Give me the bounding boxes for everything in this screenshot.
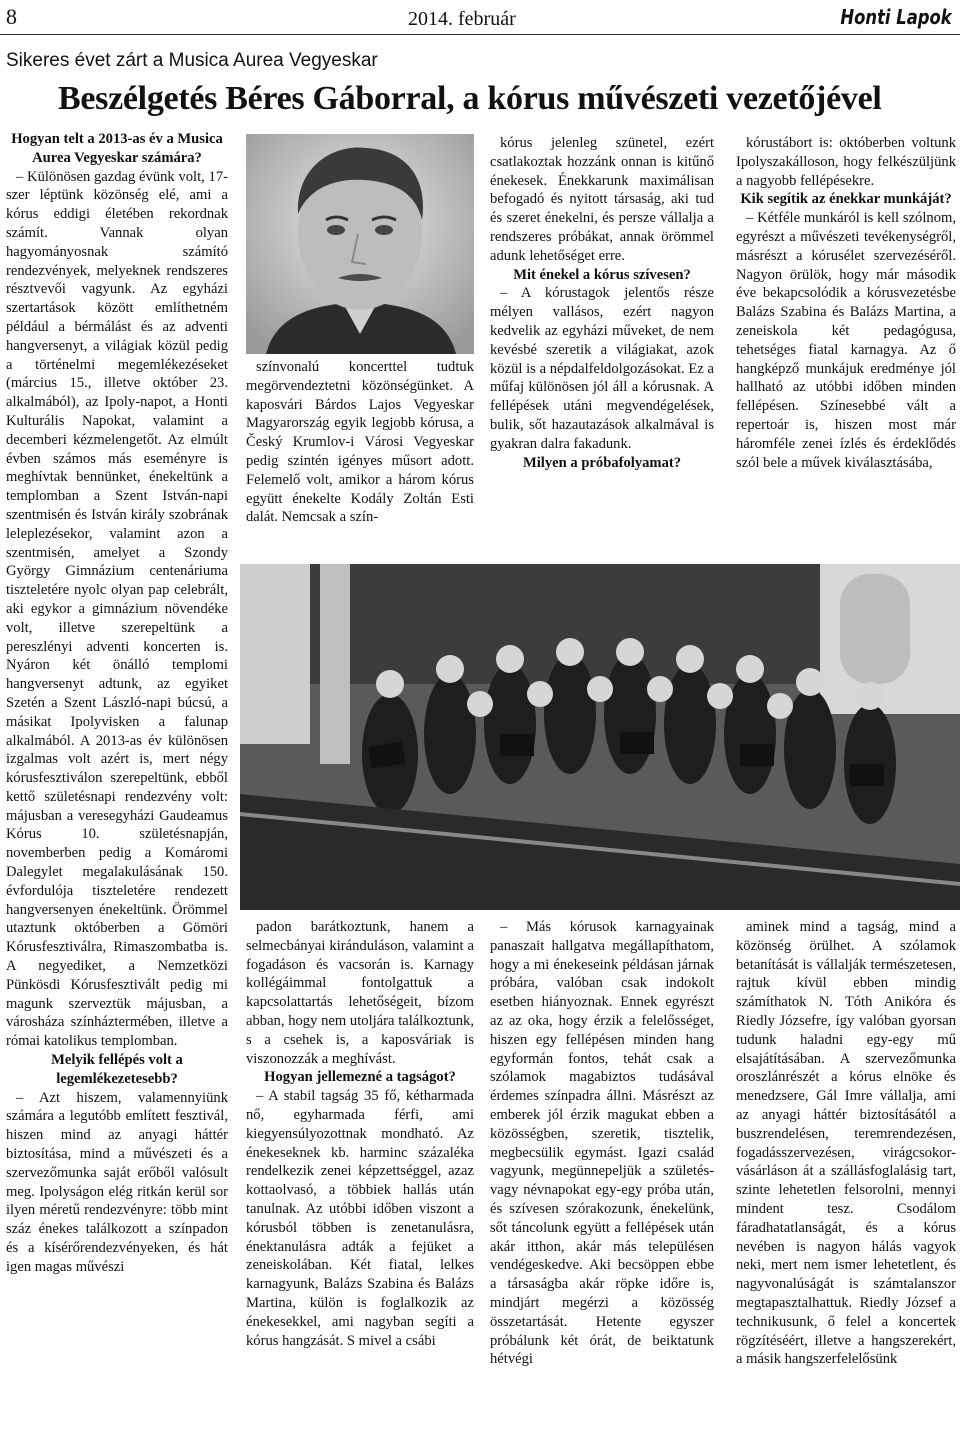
choir-image	[240, 564, 960, 910]
interview-paragraph: aminek mind a tagság, mind a közönség örülhet. A szólamok betanítását is vállalják természetesen, rajtuk kívül ebben mindig számíthatok N. Tóth Anikóra és Riedly Józsefre, így valóban gyorsan tudunk haladni egy-egy mű elsajátításában. A szervezőmunka oroszlánrészét a kórus elnöke és menedzsere, Gál Imre vállalja, ami az anyagi háttér biztosításától a buszrendelésen, teremrendezésen, fogadásszervezésen, virágcsokor-vásárláson át a szállásfoglalásig tart, szinte lehetetlen felsorolni, mennyi mindent tesz. Csodálom fáradhatatlanságát, és a kórus nevében is nagyon hálás vagyok neki, mert nem ismer lehetetlent, és nagyvonalúságát is számtalanszor megtapasztalhattuk. Riedly József a technikusunk, ő felel a koncertek rögzítéséért, illetve a hangszerekért, a másik hangszerfelelősünk	[736, 919, 956, 1368]
article-column-3-top	[490, 134, 714, 558]
issue-date: 2014. február	[408, 8, 516, 30]
article-column-1	[6, 130, 228, 1432]
article-column-2-top	[246, 358, 474, 558]
article-column-4-bottom	[736, 918, 956, 1432]
interview-paragraph: színvonalú koncerttel tudtuk megörvendeztetni közönségünket. A kaposvári Bárdos Lajos Vegyeskar Magyarország egyik legjobb kórusa, a Český Krumlov-i Városi Vegyeskar pedig szintén igényes műsort adott. Felemelő volt, amikor a három kórus együtt énekelte Kodály Zoltán Esti dalát. Nemcsak a szín-	[246, 359, 474, 526]
interview-paragraph: kórus jelenleg szünetel, ezért csatlakoztak hozzánk onnan is kitűnő énekesek. Énekkarunk maximálisan befogadó és nyitott társaság, aki tud és szeret énekelni, és persze vállalja a rendszeres próbákat, annak örömmel adunk lehetőséget erre.	[490, 135, 714, 264]
interview-question: Hogyan jellemezné a tagságot?	[264, 1069, 456, 1086]
interview-paragraph: – Azt hiszem, valamennyiünk számára a legutóbb említett fesztivál, hiszen mind az anyagi háttér biztosítása, mind a művészeti és a szervezőmunka saját erőből valósult meg. Ipolyságon elég ritkán kerül sor ilyen méretű rendezvényre: több mint száz énekes találkozott a színpadon és a kísérőrendezvényeken, és hát igen magas művészi	[6, 1089, 228, 1275]
header-rule	[0, 34, 960, 35]
article-headline: Beszélgetés Béres Gáborral, a kórus művészeti vezetőjével	[58, 80, 882, 117]
article-column-2-bottom	[246, 918, 474, 1432]
interview-paragraph: – Kétféle munkáról is kell szólnom, egyrészt a művészeti tevékenységről, másrészt a kórusélet szervezéséről. Nagyon örülök, hogy már második éve bekapcsolódik a kórusvezetésbe Balázs Szabina és Balázs Martina, a zeneiskola két pedagógusa, tehetséges fiatal karnagya. Az ő hangképző munkájuk eredménye jól hallható az utóbbi időben minden fellépésen. Színesebbé vált a repertoár is, hiszen most már háromféle zenei ízlés és érdeklődés szól bele a művek kiválasztásába,	[736, 210, 956, 471]
interview-question: Melyik fellépés volt a legemlékezetesebb?	[51, 1052, 183, 1087]
publication-name: Honti Lapok	[840, 5, 952, 29]
portrait-photo	[246, 134, 474, 354]
choir-photo	[240, 564, 960, 910]
interview-paragraph: – Különösen gazdag évünk volt, 17-szer léptünk közönség elé, ami a kórus eddigi életében rekordnak számít. Vannak olyan hagyományosnak számító rendezvények, melyeknek rendszeres résztvevői vagyunk. Az egyházi szertartások között említhetném például a bérmálást és az adventi hangversenyt, a világiak közül pedig a történelmi megemlékezéseket (március 15., illetve október 23. alkalmából), az Ipoly-napot, a Honti Kulturális Napokat, valamint a decemberi kézmelengetőt. Az elmúlt évben számos más eseményre is meghívtak bennünket, énekeltünk a templomban a Szent István-napi szentmisén és István király szobrának leleplezésekor, valamint azon a szentmisén, amelyet a Szondy György Gimnázium centenáriuma tiszteletére nyolc olyan pap celebrált, aki egykor a gimnázium növendéke volt, illetve szerepeltünk a pereszlényi adventi koncerten is. Nyáron két önálló templomi hangversenyt adtunk, az egyiket Szetén a Szent László-napi búcsú, a másikat Ipolyvisken a falunap alkalmából. A 2013-as év különösen izgalmas volt azért is, mert négy kórusfesztiválon szerepeltünk, ebből kettő születésnapi rendezvény volt: májusban a veresegyházi Gaudeamus Kórus 10. születésnapján, novemberben pedig a Komáromi Dalegylet megalakulásának 150. évfordulója tiszteletére rendezett hangversenyen énekeltünk. Örömmel utaztunk októberben a Gömöri Kórusfesztiválra, Rimaszombatba is. A negyediket, a Nemzetközi Pünkösdi Kórusfesztivált pedig mi magunk szerveztük májusban, a városháza színháztermében, illetve a római katolikus templomban.	[6, 168, 228, 1050]
interview-paragraph: padon barátkoztunk, hanem a selmecbányai kiránduláson, valamint a fogadáson és vacsorán is. Karnagy kollégáimmal fontolgattuk a kapcsolattartás lehetőségeit, bízom abban, hogy nem utoljára találkoztunk, s a csehek is, a kaposváriak is viszonozzák a meghívást.	[246, 919, 474, 1067]
interview-question: Mit énekel a kórus szívesen?	[513, 266, 691, 283]
interview-question: Kik segítik az énekkar munkáját?	[740, 191, 952, 208]
page-number: 8	[6, 4, 17, 29]
article-column-3-bottom	[490, 918, 714, 1432]
interview-paragraph: – A kórustagok jelentős része mélyen vallásos, ezért nagyon kedvelik az egyházi műveket, de nem kevésbé szeretik a világiakat, azok közül is a népdalfeldolgozásokat. Ez a műfaj különösen jól áll a kórusnak. A fellépések utáni megvendégelések, bulik, sőt hazautazások alkalmával is gyakran dalra fakadunk.	[490, 285, 714, 452]
interview-paragraph: – A stabil tagság 35 fő, kétharmada nő, egyharmada férfi, ami kiegyensúlyozottnak mondható. Az énekeseknek kb. harminc százaléka rendelkezik zenei képzettséggel, azaz kottaolvasó, a többiek hallás után tanulnak. Az utóbbi időben viszont a kórusból többen is zenetanulásra, énektanulásra adták a fejüket a zeneiskolában. Két fiatal, lelkes karnagyunk, Balázs Szabina és Balázs Martina, külön is foglalkozik az énekesekkel, ami nagyban segíti a kórus hangzását. S mivel a csábi	[246, 1088, 474, 1349]
interview-question: Milyen a próbafolyamat?	[522, 454, 682, 471]
article-kicker: Sikeres évet zárt a Musica Aurea Vegyeskar	[6, 50, 378, 71]
portrait-image	[246, 134, 474, 354]
interview-question: Hogyan telt a 2013-as év a Musica Aurea Vegyeskar számára?	[11, 131, 223, 166]
article-column-4-top	[736, 134, 956, 558]
interview-paragraph: kórustábort is: októberben voltunk Ipolyszakálloson, hogy felkészüljünk a nagyobb fellépésekre.	[736, 135, 956, 189]
interview-paragraph: – Más kórusok karnagyainak panaszait hallgatva megállapíthatom, hogy a mi énekeseink példásan járnak próbára, valóban csak indokolt esetben hiányoznak. Ennek egyrészt az az oka, hogy érzik a felelősséget, hiszen egy fellépésen minden hang egyformán fontos, tehát csak a szólamok magabiztos tudásával érdemes színpadra állni. Másrészt az emberek jól érzik magukat ebben a közösségben, szeretik, tisztelik, megbecsülik egymást. Igazi család vagyunk, megünnepeljük a születés- vagy névnapokat egy-egy próba után, és szívesen szórakozunk, énekelünk, sőt táncolunk együtt a fellépések után akár itthon, akár más településen vendégeskedve. Aki becsöppen ebbe a társaságba akár röpke időre is, mindjárt megérzi a közösség összetartását. Hetente egyszer próbálunk két órát, de beiktatunk hétvégi	[490, 919, 714, 1368]
